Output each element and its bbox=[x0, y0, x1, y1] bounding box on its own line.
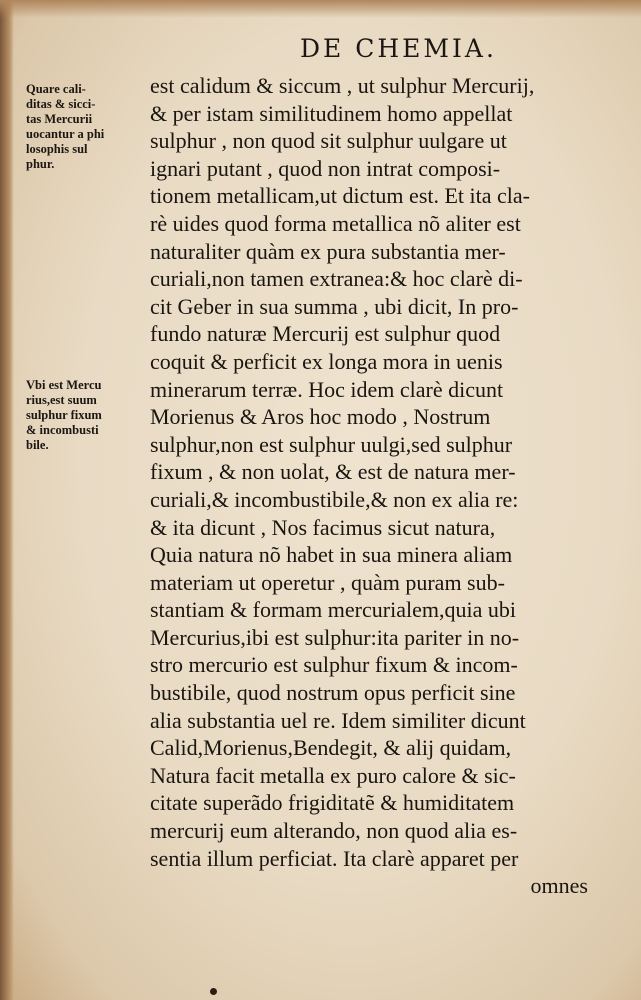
text-line: stantiam & formam mercurialem,quia ubi bbox=[150, 597, 516, 623]
text-line: Morienus & Aros hoc modo , Nostrum bbox=[150, 404, 491, 430]
marginal-note-line: & incombusti bbox=[26, 423, 99, 437]
text-line: & per istam similitudinem homo appellat bbox=[150, 100, 513, 126]
text-line: curiali,& incombustibile,& non ex alia re: bbox=[150, 486, 519, 512]
text-line: bustibile, quod nostrum opus perficit sine bbox=[150, 680, 516, 706]
marginal-note-2 bbox=[26, 378, 158, 453]
marginal-note-line: uocantur a phi bbox=[26, 127, 105, 141]
main-text-block bbox=[150, 72, 600, 900]
text-line: fundo naturæ Mercurij est sulphur quod bbox=[150, 321, 501, 347]
text-line: coquit & perficit ex longa mora in uenis bbox=[150, 348, 503, 374]
text-line: stro mercurio est sulphur fixum & incom- bbox=[150, 652, 518, 678]
marginal-note-line: tas Mercurii bbox=[26, 112, 93, 126]
text-line: naturaliter quàm ex pura substantia mer- bbox=[150, 238, 506, 264]
text-line: sulphur,non est sulphur uulgi,sed sulphur bbox=[150, 431, 513, 457]
text-line: est calidum & siccum , ut sulphur Mercurij, bbox=[150, 73, 535, 98]
text-line: Quia natura nõ habet in sua minera aliam bbox=[150, 542, 513, 568]
marginal-note-line: bile. bbox=[26, 438, 49, 452]
marginal-note-1 bbox=[26, 82, 158, 172]
text-line: Mercurius,ibi est sulphur:ita pariter in no- bbox=[150, 624, 520, 650]
text-line: sentia illum perficiat. Ita clarè apparet per bbox=[150, 845, 519, 871]
text-line: sulphur , non quod sit sulphur uulgare ut bbox=[150, 128, 507, 154]
text-line: mercurij eum alterando, non quod alia es- bbox=[150, 818, 518, 844]
text-line: rè uides quod forma metallica nõ aliter est bbox=[150, 210, 521, 236]
page-edge-shadow bbox=[0, 0, 14, 1000]
marginal-note-line: ditas & sicci- bbox=[26, 97, 96, 111]
running-head: DE CHEMIA. bbox=[300, 34, 497, 63]
ink-spot bbox=[210, 988, 217, 995]
marginal-note-line: sulphur fixum bbox=[26, 408, 102, 422]
text-line: minerarum terræ. Hoc idem clarè dicunt bbox=[150, 376, 504, 402]
marginal-note-line: Quare cali- bbox=[26, 82, 86, 96]
marginal-note-line: phur. bbox=[26, 157, 55, 171]
text-line: ignari putant , quod non intrat composi- bbox=[150, 155, 501, 181]
text-line: alia substantia uel re. Idem similiter dicunt bbox=[150, 707, 526, 733]
text-line: tionem metallicam,ut dictum est. Et ita cla- bbox=[150, 183, 530, 209]
page-top-shadow bbox=[0, 0, 641, 18]
text-line: citate superãdo frigiditatẽ & humiditatem bbox=[150, 790, 515, 816]
marginal-note-line: rius,est suum bbox=[26, 393, 97, 407]
text-line: fixum , & non uolat, & est de natura mer- bbox=[150, 459, 516, 485]
text-line: cit Geber in sua summa , ubi dicit, In pro- bbox=[150, 293, 519, 319]
text-line: materiam ut operetur , quàm puram sub- bbox=[150, 569, 505, 595]
text-line: & ita dicunt , Nos facimus sicut natura, bbox=[150, 514, 496, 540]
text-line: Natura facit metalla ex puro calore & sic- bbox=[150, 762, 516, 788]
catchword: omnes bbox=[530, 873, 588, 899]
marginal-note-line: losophis sul bbox=[26, 142, 88, 156]
text-line: Calid,Morienus,Bendegit, & alij quidam, bbox=[150, 735, 512, 761]
marginal-note-line: Vbi est Mercu bbox=[26, 378, 102, 392]
text-line: curiali,non tamen extranea:& hoc clarè di- bbox=[150, 266, 523, 292]
